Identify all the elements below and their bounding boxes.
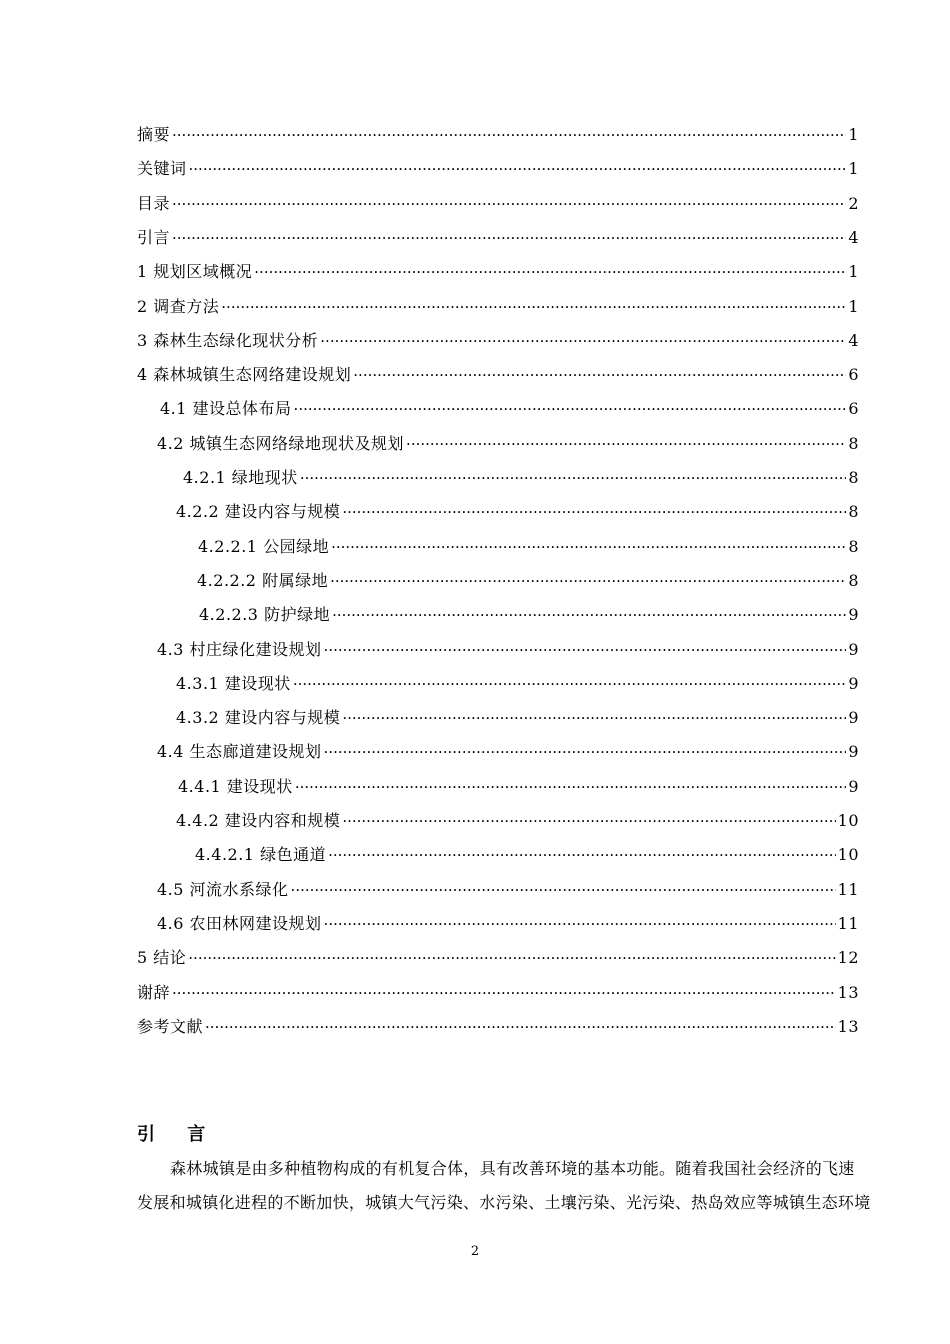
toc-entry-title: 5 结论: [137, 948, 187, 968]
toc-entry-page: 10: [837, 811, 859, 830]
toc-entry-page: 1: [848, 262, 859, 282]
toc-entry-title: 4.2.2.3 防护绿地: [199, 605, 331, 625]
toc-entry[interactable]: [176, 802, 859, 832]
toc-leader-dots: [320, 330, 846, 352]
page-number: 2: [470, 1244, 480, 1259]
toc-entry-page: 8: [848, 570, 859, 590]
toc-entry-page: 9: [848, 673, 859, 693]
toc-leader-dots: [291, 879, 836, 901]
toc-leader-dots: [406, 433, 846, 455]
toc-entry[interactable]: [157, 425, 859, 455]
toc-leader-dots: [188, 947, 835, 969]
toc-entry[interactable]: [176, 665, 859, 695]
toc-entry[interactable]: [157, 733, 859, 763]
intro-paragraph-line-2: 发展和城镇化进程的不断加快，城镇大气污染、水污染、土壤污染、光污染、热岛效应等城镇生态环境: [137, 1193, 871, 1212]
toc-entry-title: 引言: [137, 227, 171, 247]
toc-entry-title: 4.3.2 建设内容与规模: [176, 708, 341, 728]
toc-entry[interactable]: [137, 116, 859, 146]
toc-entry-title: 4.2.2.1 公园绿地: [198, 536, 330, 556]
toc-entry-title: 1 规划区域概况: [137, 262, 253, 282]
toc-entry[interactable]: [137, 356, 859, 386]
toc-entry-title: 4.1 建设总体布局: [160, 399, 292, 419]
toc-entry-page: 11: [837, 879, 859, 899]
toc-entry-page: 2: [848, 193, 859, 213]
toc-entry-title: 4.3 村庄绿化建设规划: [157, 639, 322, 659]
toc-leader-dots: [331, 536, 846, 558]
toc-entry-page: 1: [848, 159, 859, 179]
toc-entry[interactable]: [157, 631, 859, 661]
toc-entry[interactable]: [137, 1008, 859, 1038]
toc-entry-title: 4.4.1 建设现状: [178, 776, 293, 796]
toc-entry[interactable]: [199, 596, 859, 626]
toc-entry-title: 4.2.2 建设内容与规模: [176, 502, 341, 522]
toc-entry[interactable]: [137, 288, 859, 318]
toc-entry-title: 4.4.2 建设内容和规模: [176, 811, 341, 830]
toc-entry-page: 1: [848, 125, 859, 144]
toc-entry[interactable]: [137, 253, 859, 283]
toc-entry-page: 9: [848, 708, 859, 728]
toc-entry[interactable]: [137, 939, 859, 969]
toc-entry[interactable]: [183, 459, 859, 489]
toc-leader-dots: [294, 398, 847, 420]
toc-entry-page: 8: [848, 502, 859, 522]
toc-entry-page: 12: [837, 948, 859, 968]
toc-leader-dots: [295, 776, 847, 798]
toc-leader-dots: [332, 604, 846, 626]
toc-entry-page: 6: [848, 365, 859, 385]
toc-entry-title: 4.2.2.2 附属绿地: [197, 570, 329, 590]
toc-leader-dots: [254, 261, 846, 283]
toc-entry[interactable]: [157, 871, 859, 901]
toc-leader-dots: [342, 810, 835, 832]
toc-leader-dots: [324, 639, 847, 661]
toc-entry-page: 9: [848, 776, 859, 796]
toc-entry[interactable]: [160, 390, 859, 420]
toc-leader-dots: [353, 364, 846, 386]
toc-entry-page: 9: [848, 639, 859, 659]
toc-entry-page: 8: [848, 468, 859, 487]
toc-leader-dots: [342, 707, 846, 729]
toc-entry[interactable]: [178, 768, 859, 798]
toc-leader-dots: [324, 913, 836, 935]
toc-entry[interactable]: [198, 528, 859, 558]
toc-entry-page: 9: [848, 605, 859, 625]
toc-entry-title: 3 森林生态绿化现状分析: [137, 330, 319, 350]
toc-entry-title: 4.2.1 绿地现状: [183, 468, 298, 487]
toc-entry-title: 4.4 生态廊道建设规划: [157, 742, 322, 762]
toc-entry-title: 4.5 河流水系绿化: [157, 879, 289, 899]
toc-entry[interactable]: [137, 185, 859, 215]
toc-entry[interactable]: [176, 699, 859, 729]
toc-leader-dots: [172, 193, 846, 215]
toc-leader-dots: [172, 227, 846, 249]
toc-leader-dots: [342, 501, 846, 523]
toc-entry-title: 4.6 农田林网建设规划: [157, 913, 322, 933]
toc-entry-page: 4: [848, 330, 859, 350]
toc-leader-dots: [293, 673, 847, 695]
toc-entry[interactable]: [137, 322, 859, 352]
toc-entry[interactable]: [157, 905, 859, 935]
toc-entry[interactable]: [197, 562, 859, 592]
toc-leader-dots: [172, 124, 846, 146]
toc-entry-page: 9: [848, 742, 859, 762]
toc-entry-page: 8: [848, 536, 859, 556]
toc-entry-title: 2 调查方法: [137, 296, 220, 316]
toc-entry-title: 4 森林城镇生态网络建设规划: [137, 365, 352, 385]
toc-entry[interactable]: [137, 150, 859, 180]
toc-entry[interactable]: [137, 974, 859, 1004]
toc-entry-page: 11: [837, 913, 859, 933]
toc-entry[interactable]: [137, 219, 859, 249]
toc-leader-dots: [328, 844, 836, 866]
toc-entry-title: 4.3.1 建设现状: [176, 673, 291, 693]
toc-entry-title: 目录: [137, 193, 171, 213]
toc-entry-page: 6: [848, 399, 859, 419]
toc-entry-title: 摘要: [137, 125, 171, 144]
toc-entry[interactable]: [176, 493, 859, 523]
toc-leader-dots: [221, 296, 846, 318]
toc-entry-page: 8: [848, 433, 859, 453]
toc-entry[interactable]: [195, 836, 859, 866]
toc-leader-dots: [189, 158, 847, 180]
toc-leader-dots: [205, 1016, 836, 1038]
toc-entry-page: 10: [837, 845, 859, 865]
intro-heading: 引 言: [137, 1124, 219, 1145]
toc-leader-dots: [330, 570, 846, 592]
toc-entry-page: 1: [848, 296, 859, 316]
toc-entry-page: 4: [848, 227, 859, 247]
toc-leader-dots: [172, 982, 836, 1004]
toc-leader-dots: [324, 741, 847, 763]
toc-entry-title: 谢辞: [137, 982, 171, 1002]
toc-entry-title: 4.2 城镇生态网络绿地现状及规划: [157, 433, 405, 453]
toc-entry-title: 关键词: [137, 159, 187, 179]
toc-entry-page: 13: [837, 1016, 859, 1036]
toc-leader-dots: [300, 467, 847, 489]
toc-entry-title: 4.4.2.1 绿色通道: [195, 845, 327, 865]
toc-entry-page: 13: [837, 982, 859, 1002]
toc-entry-title: 参考文献: [137, 1016, 204, 1036]
intro-paragraph-line-1: 森林城镇是由多种植物构成的有机复合体，具有改善环境的基本功能。随着我国社会经济的飞速: [170, 1159, 855, 1178]
